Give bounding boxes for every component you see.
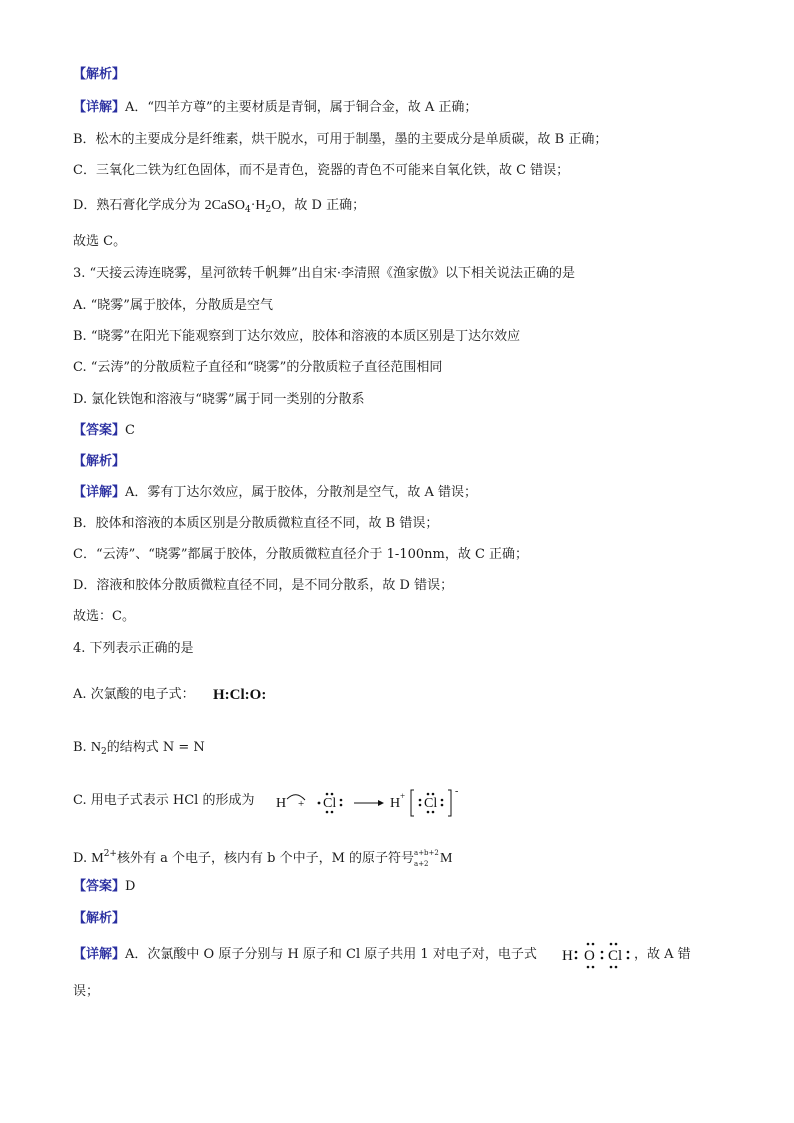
detail-4-a: 【详解】A．次氯酸中 O 原子分别与 H 原子和 Cl 原子共用 1 对电子对，电子式	[73, 947, 537, 962]
dot	[441, 804, 444, 807]
q4a-formula-text: H:Cl:O:	[213, 687, 267, 703]
q4c-hplus: H	[390, 796, 401, 811]
question-4-stem: 4. 下列表示正确的是	[73, 641, 194, 656]
answer-4: 【答案】D	[73, 879, 136, 894]
question-3-option-a: A. “晓雾”属于胶体，分散质是空气	[73, 298, 273, 313]
q4c-cl: Cl	[323, 796, 337, 811]
detail-3-d: D．溶液和胶体分散质微粒直径不同，是不同分散系，故 D 错误；	[73, 578, 454, 593]
detail-3-c: C．“云涛”、“晓雾”都属于胶体，分散质微粒直径介于 1-100nm，故 C 正确；	[73, 547, 529, 562]
dot	[587, 943, 590, 946]
left-bracket	[411, 790, 414, 816]
hcl-formation-diagram	[274, 786, 474, 818]
xj4-h: H	[562, 948, 573, 964]
hclo-electron-formula-a	[213, 680, 273, 710]
dot	[615, 966, 618, 969]
dot	[331, 811, 334, 814]
dot	[610, 943, 613, 946]
q4c-cl2: Cl	[424, 796, 438, 811]
dot	[427, 793, 430, 796]
dot	[340, 799, 343, 802]
hclo-electron-formula-correct	[562, 938, 642, 970]
dot	[326, 793, 329, 796]
dot	[331, 793, 334, 796]
dot	[587, 966, 590, 969]
detail-line-c: C．三氧化二铁为红色固体，而不是青色，瓷器的青色不可能来自氧化铁，故 C 错误；	[73, 163, 570, 178]
q4c-minus: -	[455, 786, 459, 797]
conclusion-line: 故选 C。	[73, 234, 127, 249]
detail-3-a: 【详解】A．雾有丁达尔效应，属于胶体，分散剂是空气，故 A 错误；	[73, 485, 478, 500]
dot	[326, 811, 329, 814]
right-bracket	[448, 790, 451, 816]
question-3-option-b: B. “晓雾”在阳光下能观察到丁达尔效应，胶体和溶液的本质区别是丁达尔效应	[73, 329, 521, 344]
dot	[432, 811, 435, 814]
dot	[432, 793, 435, 796]
dot	[592, 966, 595, 969]
detail-line-b: B．松木的主要成分是纤维素，烘干脱水，可用于制墨，墨的主要成分是单质碳，故 B 正确；	[73, 132, 608, 147]
analysis-label: 【解析】	[73, 67, 126, 82]
analysis-4-label: 【解析】	[73, 911, 126, 926]
question-4-option-b: B. $N_2$的结构式 N = N	[73, 740, 205, 757]
dot	[627, 957, 630, 960]
question-4-option-a: A. 次氯酸的电子式：	[73, 687, 195, 702]
dot	[419, 804, 422, 807]
question-3-stem: 3. “天接云涛连晓雾，星河欲转千帆舞”出自宋·李清照《渔家傲》以下相关说法正确的是	[73, 266, 575, 281]
question-4-option-c: C. 用电子式表示 HCl 的形成为	[73, 793, 255, 808]
q4c-h: H	[276, 796, 287, 811]
detail-4-a-tail: ，故 A 错	[634, 947, 691, 962]
q4c-plus: +	[298, 798, 305, 810]
dot	[575, 957, 578, 960]
dot	[627, 951, 630, 954]
dot	[592, 943, 595, 946]
dot	[318, 802, 321, 805]
detail-3-conclusion: 故选：C。	[73, 609, 135, 624]
dot	[575, 951, 578, 954]
dot	[601, 951, 604, 954]
q4c-plus-sup: +	[400, 791, 406, 801]
answer-3: 【答案】C	[73, 423, 135, 438]
analysis-3-label: 【解析】	[73, 454, 126, 469]
detail-3-b: B．胶体和溶液的本质区别是分散质微粒直径不同，故 B 错误；	[73, 516, 439, 531]
dot	[340, 804, 343, 807]
question-3-option-c: C. “云涛”的分散质粒子直径和“晓雾”的分散质粒子直径范围相同	[73, 360, 443, 375]
isotope-notation: a+b+2 a+2	[414, 849, 439, 868]
reaction-arrow-head	[378, 800, 384, 806]
dot	[427, 811, 430, 814]
dot	[610, 966, 613, 969]
dot	[441, 799, 444, 802]
dot	[601, 957, 604, 960]
question-3-option-d: D. 氯化铁饱和溶液与“晓雾”属于同一类别的分散系	[73, 392, 365, 407]
dot	[615, 943, 618, 946]
detail-line-a: 【详解】A．“四羊方尊”的主要材质是青铜，属于铜合金，故 A 正确；	[73, 100, 478, 115]
detail-4-a-continued: 误；	[73, 984, 100, 999]
xj4-cl: Cl	[608, 948, 623, 964]
dot	[419, 799, 422, 802]
xj4-o: O	[584, 948, 595, 964]
question-4-option-d: D. $M^{2+}$核外有 a 个电子，核内有 b 个中子，M 的原子符号 a+b+2 a+2 M	[73, 849, 453, 868]
detail-line-d: D．熟石膏化学成分为 $2CaSO_4\cdot H_2O$，故 D 正确；	[73, 198, 366, 215]
